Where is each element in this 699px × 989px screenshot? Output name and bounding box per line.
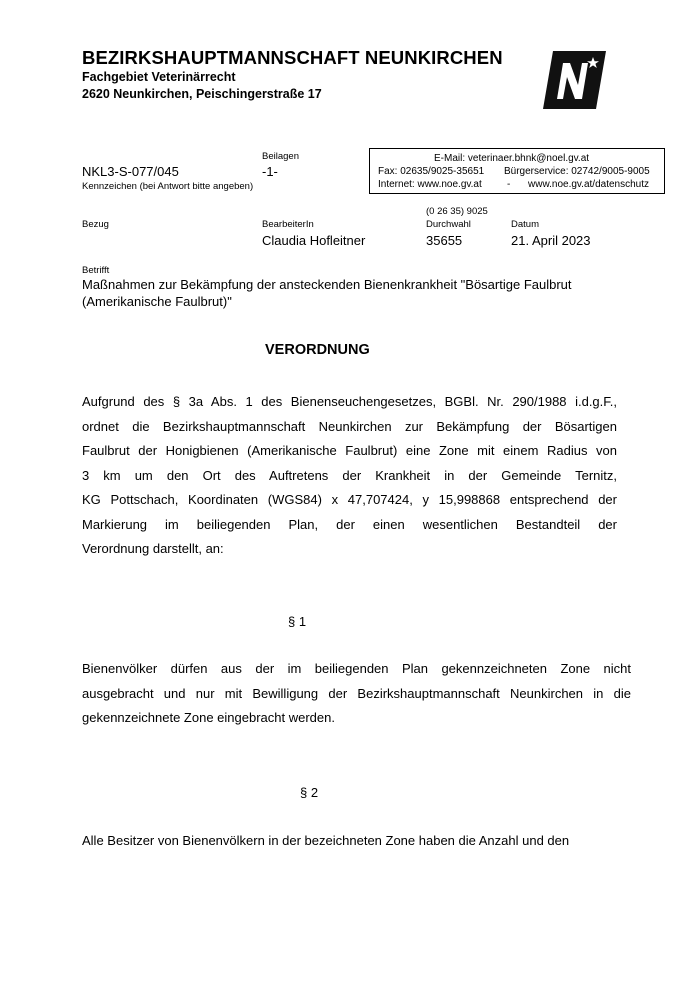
- date-label: Datum: [511, 219, 539, 230]
- extension-number: 35655: [426, 233, 463, 248]
- attachments-count: -1-: [262, 164, 278, 179]
- subject-line-2: (Amerikanische Faulbrut)": [82, 294, 232, 309]
- intro-paragraph: [82, 390, 617, 562]
- section-1-line: Bienenvölker dürfen aus der im beiliegenden Plan gekennzeichneten Zone nicht: [82, 661, 631, 676]
- extension-label: Durchwahl: [426, 219, 471, 230]
- contact-separator: -: [507, 179, 511, 190]
- intro-line: 3 km um den Ort des Auftretens der Krankheit in der Gemeinde Ternitz,: [82, 467, 617, 483]
- agency-address: 2620 Neunkirchen, Peischingerstraße 17: [82, 87, 322, 101]
- section-1-paragraph: [82, 657, 631, 731]
- phone-prefix: (0 26 35) 9025: [426, 206, 488, 217]
- contact-privacy: www.noe.gv.at/datenschutz: [528, 179, 649, 190]
- contact-internet: Internet: www.noe.gv.at: [378, 179, 482, 190]
- intro-line: Markierung im beiliegenden Plan, der einen wesentlichen Bestandteil der: [82, 516, 617, 532]
- section-2-title: § 2: [300, 785, 319, 800]
- clerk-label: BearbeiterIn: [262, 219, 314, 230]
- document-title: VERORDNUNG: [265, 342, 370, 358]
- reference-number: NKL3-S-077/045: [82, 164, 179, 179]
- section-2-line: Alle Besitzer von Bienenvölkern in der bezeichneten Zone haben die Anzahl und den: [82, 833, 570, 848]
- agency-name: BEZIRKSHAUPTMANNSCHAFT NEUNKIRCHEN: [82, 47, 503, 68]
- section-1-line: ausgebracht und nur mit Bewilligung der Bezirkshauptmannschaft Neunkirchen in die: [82, 685, 631, 701]
- noe-logo-icon: [543, 51, 606, 109]
- section-2-paragraph: [82, 829, 617, 854]
- contact-fax: Fax: 02635/9025-35651: [378, 166, 485, 177]
- reference-label: Kennzeichen (bei Antwort bitte angeben): [82, 181, 254, 192]
- section-1-line: gekennzeichnete Zone eingebracht werden.: [82, 710, 335, 725]
- contact-citizen-service: Bürgerservice: 02742/9005-9005: [504, 166, 650, 177]
- contact-email: E-Mail: veterinaer.bhnk@noel.gv.at: [434, 153, 590, 164]
- intro-line: Verordnung darstellt, an:: [82, 541, 224, 556]
- document-date: 21. April 2023: [511, 233, 591, 248]
- subject-line-1: Maßnahmen zur Bekämpfung der ansteckenden Bienenkrankheit "Bösartige Faulbrut: [82, 277, 572, 292]
- section-1-title: § 1: [288, 614, 307, 629]
- clerk-name: Claudia Hofleitner: [262, 233, 366, 248]
- intro-line: KG Pottschach, Koordinaten (WGS84) x 47,707424, y 15,998868 entsprechend der: [82, 492, 617, 507]
- contact-box: [369, 148, 665, 194]
- department-name: Fachgebiet Veterinärrecht: [82, 70, 236, 84]
- subject-label: Betrifft: [82, 265, 110, 276]
- subject-ref-label: Bezug: [82, 219, 109, 230]
- intro-line: ordnet die Bezirkshauptmannschaft Neunkirchen zur Bekämpfung der Bösartigen: [82, 418, 617, 434]
- intro-line: Aufgrund des § 3a Abs. 1 des Bienenseuchengesetzes, BGBl. Nr. 290/1988 i.d.g.F.,: [82, 394, 617, 409]
- intro-line: Faulbrut der Honigbienen (Amerikanische Faulbrut) eine Zone mit einem Radius von: [82, 443, 617, 458]
- attachments-label: Beilagen: [262, 151, 299, 162]
